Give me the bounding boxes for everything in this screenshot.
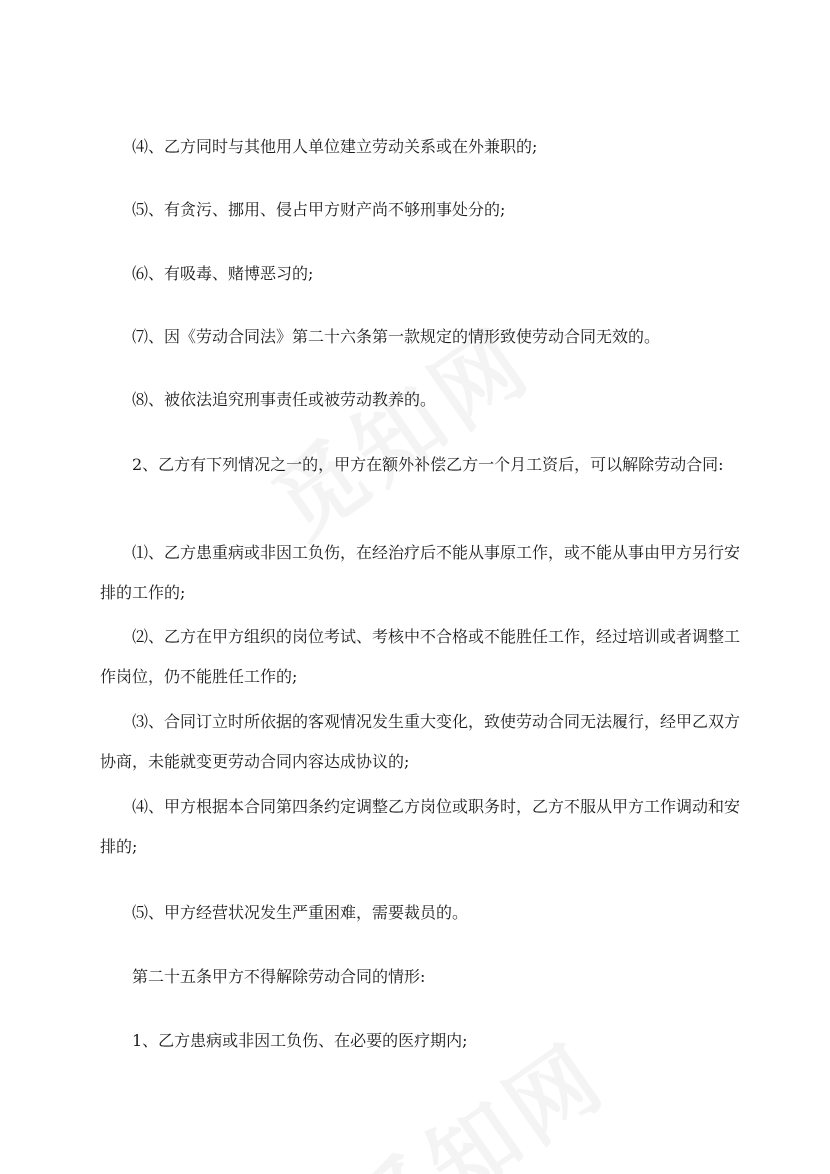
paragraph-clause-4: ⑷、乙方同时与其他用人单位建立劳动关系或在外兼职的;	[132, 137, 538, 156]
paragraph-subclause-1: ⑴、乙方患重病或非因工负伤，在经治疗后不能从事原工作，或不能从事由甲方另行安排的工作的;	[100, 543, 741, 602]
paragraph-article-25-item-1: 1、乙方患病或非因工负伤、在必要的医疗期内;	[132, 1031, 468, 1050]
paragraph-subclause-3: ⑶、合同订立时所依据的客观情况发生重大变化，致使劳动合同无法履行，经甲乙双方协商，未能就变更劳动合同内容达成协议的;	[100, 712, 741, 771]
paragraph-article-25: 第二十五条甲方不得解除劳动合同的情形:	[132, 967, 426, 986]
paragraph-subclause-4: ⑷、甲方根据本合同第四条约定调整乙方岗位或职务时，乙方不服从甲方工作调动和安排的;	[100, 797, 741, 856]
paragraph-subclause-2: ⑵、乙方在甲方组织的岗位考试、考核中不合格或不能胜任工作，经过培训或者调整工作岗位，仍不能胜任工作的;	[100, 627, 741, 686]
paragraph-clause-7: ⑺、因《劳动合同法》第二十六条第一款规定的情形致使劳动合同无效的。	[132, 327, 661, 346]
paragraph-section-2: 2、乙方有下列情况之一的，甲方在额外补偿乙方一个月工资后，可以解除劳动合同:	[132, 455, 724, 474]
paragraph-clause-6: ⑹、有吸毒、赌博恶习的;	[132, 264, 314, 283]
paragraph-clause-8: ⑻、被依法追究刑事责任或被劳动教养的。	[132, 390, 437, 409]
paragraph-clause-5: ⑸、有贪污、挪用、侵占甲方财产尚不够刑事处分的;	[132, 200, 506, 219]
paragraph-subclause-5: ⑸、甲方经营状况发生严重困难，需要裁员的。	[132, 903, 469, 922]
